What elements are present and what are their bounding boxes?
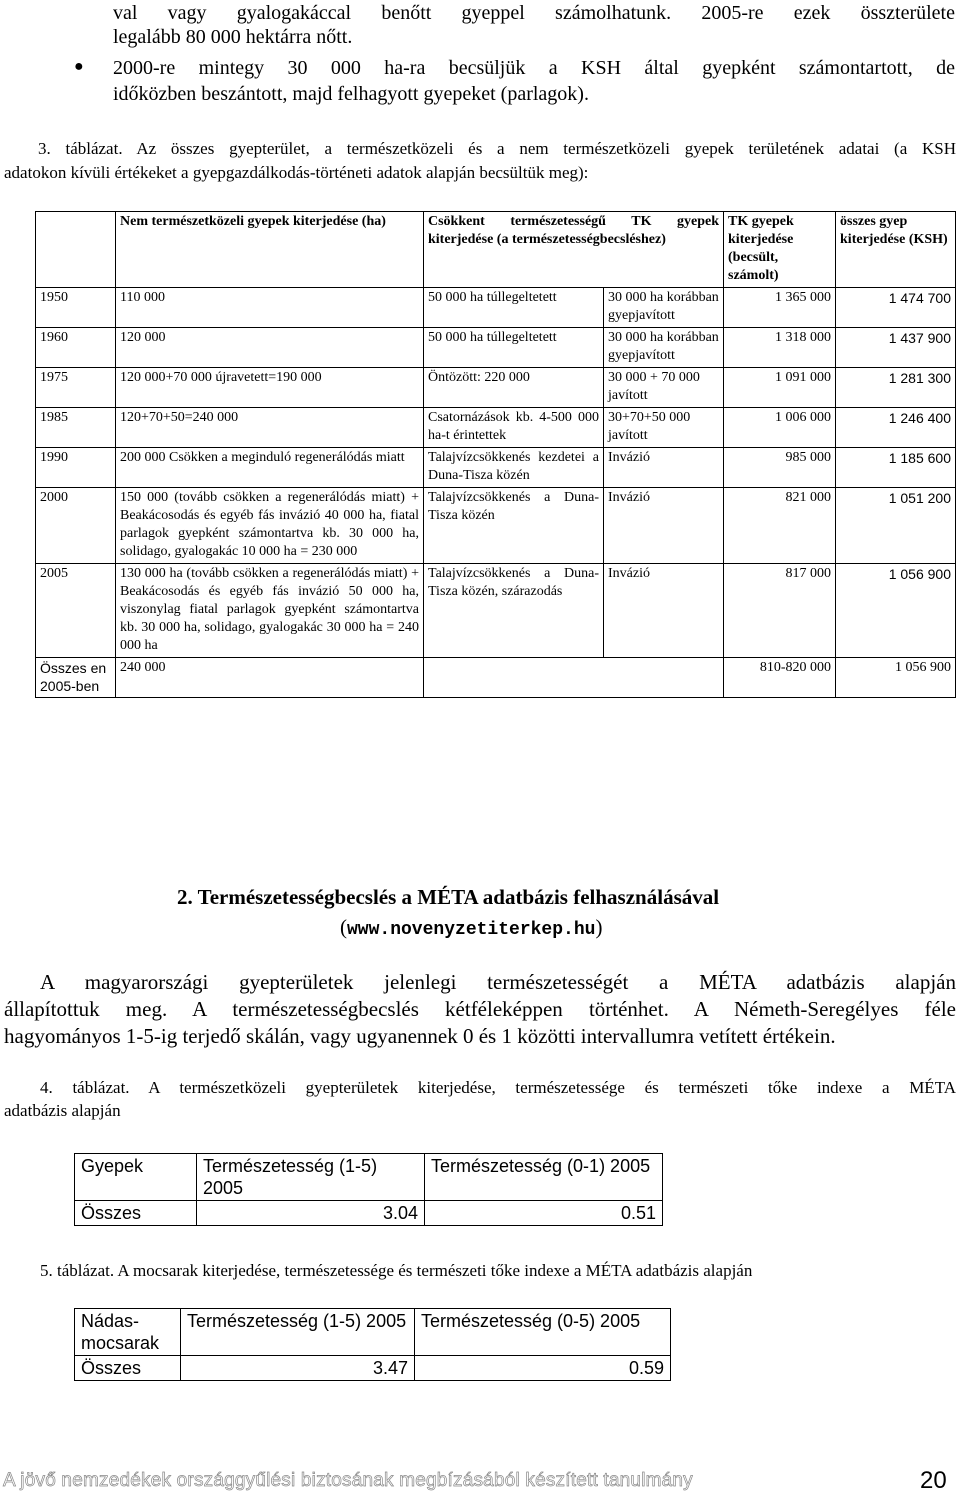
cell-year: 1950 xyxy=(36,288,116,328)
cell-csokkent-a: Csatornázások kb. 4-500 000 ha-t érintettek xyxy=(424,408,604,448)
cell-csokkent-a: Talajvízcsökkenés a Duna-Tisza közén xyxy=(424,488,604,564)
cell-year: 1960 xyxy=(36,328,116,368)
cell-nem-tk: 130 000 ha (tovább csökken a regenerálódás miatt) + Beakácosodás és egyéb fás invázió 50 000 ha, viszonylag fiatal parlagok gyepként számontartva kb. 30 000 ha, solidago, gyalogakác 30 000 ha = 240 000 ha xyxy=(116,564,424,658)
table4-caption-line-2: adatbázis alapján xyxy=(4,1101,121,1120)
cell-tk: 1 091 000 xyxy=(724,368,836,408)
table-row xyxy=(36,448,956,488)
cell-csokkent-a: 50 000 ha túllegeltetett xyxy=(424,288,604,328)
cell-ksh: 1 281 300 xyxy=(836,368,956,408)
cell-value-2: 0.51 xyxy=(425,1201,663,1226)
table-row xyxy=(36,564,956,658)
header-natural-1-5: Természetesség (1-5) 2005 xyxy=(197,1154,425,1201)
url-link[interactable]: www.novenyzetiterkep.hu xyxy=(347,920,596,940)
header-natural-0-5: Természetesség (0-5) 2005 xyxy=(415,1309,671,1356)
header-csokkent: Csökkent természetességű TK gyepek kiterjedése (a természetességbecsléshez) xyxy=(424,212,724,288)
intro-line-2: legalább 80 000 hektárra nőtt. xyxy=(113,26,353,48)
cell-label: Összes xyxy=(75,1201,197,1226)
cell-csokkent-b: 30 000 ha korábban gyepjavított xyxy=(604,288,724,328)
table-row xyxy=(36,408,956,448)
header-tk: TK gyepek kiterjedése (becsült, számolt) xyxy=(724,212,836,288)
cell-nem-tk: 150 000 (tovább csökken a regenerálódás miatt) + Beakácosodás és egyéb fás invázió 40 000 ha, fiatal parlagok gyepként számontartva kb. 30 000 ha, solidago, gyalogakác 10 000 ha = 230 000 xyxy=(116,488,424,564)
cell-ksh: 1 056 900 xyxy=(836,658,956,698)
cell-csokkent-b: 30 000 + 70 000 javított xyxy=(604,368,724,408)
table3-caption-line-1: 3. táblázat. Az összes gyepterület, a természetközeli és a nem természetközeli gyepek területének adatai (a KSH xyxy=(38,139,956,158)
cell-tk: 1 006 000 xyxy=(724,408,836,448)
table-row xyxy=(36,288,956,328)
naturalness-table-marsh xyxy=(74,1308,671,1381)
cell-ksh: 1 056 900 xyxy=(836,564,956,658)
cell-tk: 817 000 xyxy=(724,564,836,658)
grassland-area-table xyxy=(35,211,956,698)
header-nem-tk: Nem természetközeli gyepek kiterjedése (ha) xyxy=(116,212,424,288)
para-line-1: A magyarországi gyepterületek jelenlegi természetességét a MÉTA adatbázis alapján xyxy=(40,970,956,994)
header-gyepek: Gyepek xyxy=(75,1154,197,1201)
cell-label: Összes xyxy=(75,1356,181,1381)
footer-text: A jövő nemzedékek országgyűlési biztosának megbízásából készített tanulmány xyxy=(3,1470,693,1491)
cell-tk: 1 365 000 xyxy=(724,288,836,328)
cell-year: 2005 xyxy=(36,564,116,658)
url-line xyxy=(340,914,602,943)
cell-nem-tk: 110 000 xyxy=(116,288,424,328)
page-number: 20 xyxy=(920,1467,947,1494)
cell-csokkent-a: Talajvízcsökkenés a Duna-Tisza közén, szárazodás xyxy=(424,564,604,658)
cell-csokkent-a: Öntözött: 220 000 xyxy=(424,368,604,408)
cell-nem-tk: 120 000 xyxy=(116,328,424,368)
cell-csokkent xyxy=(424,658,724,698)
cell-year: 1985 xyxy=(36,408,116,448)
header-natural-0-1: Természetesség (0-1) 2005 xyxy=(425,1154,663,1201)
table-row xyxy=(36,328,956,368)
table5-caption: 5. táblázat. A mocsarak kiterjedése, természetessége és természeti tőke indexe a MÉTA adatbázis alapján xyxy=(40,1261,753,1280)
table-header-row xyxy=(36,212,956,288)
cell-csokkent-b: 30+70+50 000 javított xyxy=(604,408,724,448)
cell-year: Összes en 2005-ben xyxy=(36,658,116,698)
url-open-paren: ( xyxy=(340,915,347,939)
header-ksh: összes gyep kiterjedése (KSH) xyxy=(836,212,956,288)
bullet-icon: ● xyxy=(74,58,84,75)
header-year-cell xyxy=(36,212,116,288)
naturalness-table-grassland xyxy=(74,1153,663,1226)
cell-tk: 1 318 000 xyxy=(724,328,836,368)
table-header-row xyxy=(75,1309,671,1356)
bullet-line-2: időközben beszántott, majd felhagyott gyepeket (parlagok). xyxy=(113,83,589,105)
cell-year: 2000 xyxy=(36,488,116,564)
cell-ksh: 1 437 900 xyxy=(836,328,956,368)
para-line-3: hagyományos 1-5-ig terjedő skálán, vagy ugyanennek 0 és 1 közötti intervallumra vetített értékein. xyxy=(4,1024,836,1048)
cell-nem-tk: 200 000 Csökken a meginduló regenerálódás miatt xyxy=(116,448,424,488)
cell-csokkent-b: Invázió xyxy=(604,488,724,564)
cell-csokkent-b: Invázió xyxy=(604,564,724,658)
cell-year: 1975 xyxy=(36,368,116,408)
cell-csokkent-b: 30 000 ha korábban gyepjavított xyxy=(604,328,724,368)
cell-value-1: 3.47 xyxy=(181,1356,415,1381)
cell-nem-tk: 120 000+70 000 újravetett=190 000 xyxy=(116,368,424,408)
intro-line-1: val vagy gyalogakáccal benőtt gyeppel számolhatunk. 2005-re ezek összterülete xyxy=(113,2,955,24)
url-close-paren: ) xyxy=(595,915,603,939)
table-row xyxy=(75,1201,663,1226)
header-nadas: Nádas-mocsarak xyxy=(75,1309,181,1356)
cell-nem-tk: 120+70+50=240 000 xyxy=(116,408,424,448)
cell-year: 1990 xyxy=(36,448,116,488)
table-row-total xyxy=(36,658,956,698)
table-header-row xyxy=(75,1154,663,1201)
cell-ksh: 1 246 400 xyxy=(836,408,956,448)
table-row xyxy=(36,488,956,564)
cell-csokkent-b: Invázió xyxy=(604,448,724,488)
header-natural-1-5: Természetesség (1-5) 2005 xyxy=(181,1309,415,1356)
cell-tk: 985 000 xyxy=(724,448,836,488)
table-row xyxy=(36,368,956,408)
cell-nem-tk: 240 000 xyxy=(116,658,424,698)
table3-caption-line-2: adatokon kívüli értékeket a gyepgazdálkodás-történeti adatok alapján becsültük meg): xyxy=(4,163,589,182)
cell-ksh: 1 185 600 xyxy=(836,448,956,488)
cell-csokkent-a: 50 000 ha túllegeltetett xyxy=(424,328,604,368)
cell-tk: 821 000 xyxy=(724,488,836,564)
table4-caption-line-1: 4. táblázat. A természetközeli gyepterületek kiterjedése, természetessége és természeti tőke indexe a MÉTA xyxy=(40,1078,956,1097)
cell-ksh: 1 474 700 xyxy=(836,288,956,328)
cell-value-2: 0.59 xyxy=(415,1356,671,1381)
table-row xyxy=(75,1356,671,1381)
section-heading: 2. Természetességbecslés a MÉTA adatbázis felhasználásával xyxy=(177,885,720,909)
cell-value-1: 3.04 xyxy=(197,1201,425,1226)
para-line-2: állapítottuk meg. A természetességbecslés kétféleképpen történhet. A Németh-Seregélyes féle xyxy=(4,997,956,1021)
cell-csokkent-a: Talajvízcsökkenés kezdetei a Duna-Tisza közén xyxy=(424,448,604,488)
bullet-line-1: 2000-re mintegy 30 000 ha-ra becsüljük a KSH által gyepként számontartott, de xyxy=(113,57,955,79)
cell-ksh: 1 051 200 xyxy=(836,488,956,564)
cell-tk: 810-820 000 xyxy=(724,658,836,698)
